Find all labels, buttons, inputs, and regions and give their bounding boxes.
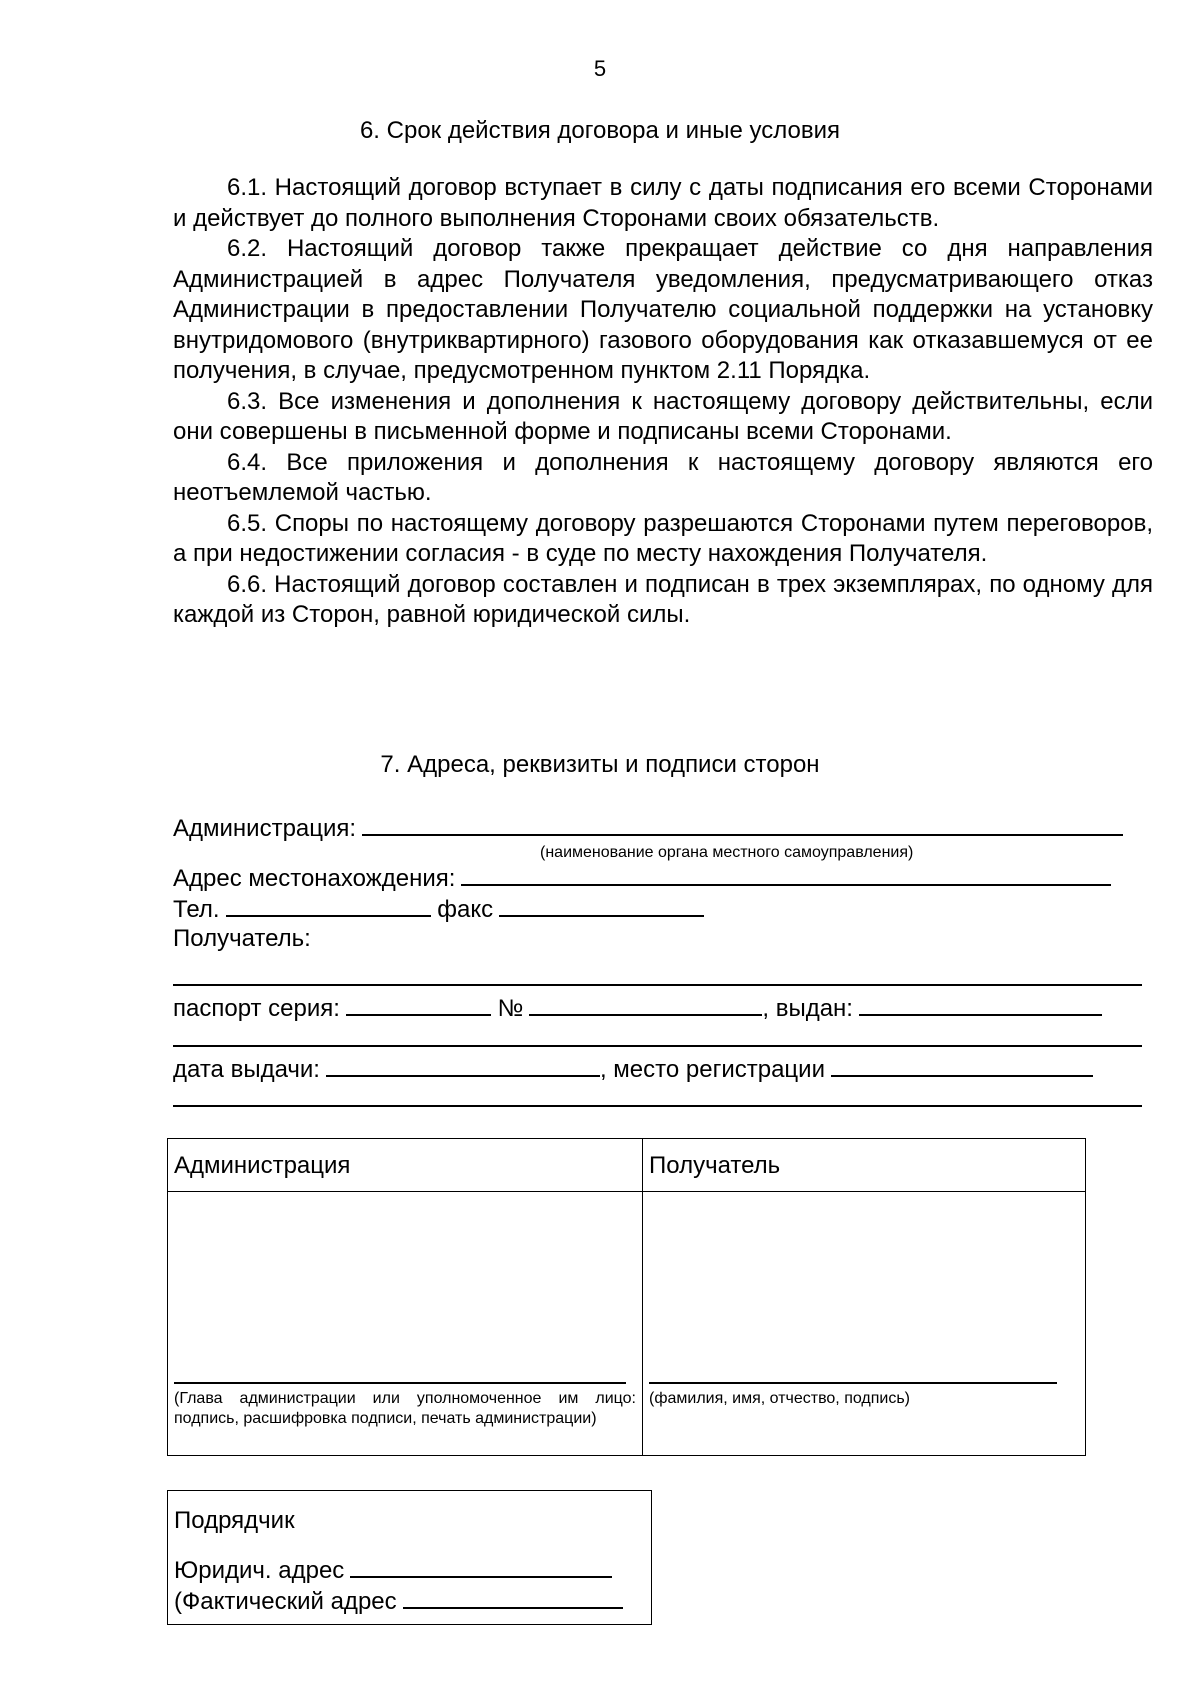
administration-field[interactable] — [362, 812, 1123, 836]
administration-signature-note: (Глава администрации или уполномоченное им лицо: подпись, расшифровка подписи, печать администрации) — [174, 1390, 636, 1427]
address-field[interactable] — [461, 862, 1111, 886]
registration-field[interactable] — [831, 1053, 1093, 1077]
passport-number-field[interactable] — [529, 992, 762, 1016]
contractor-title: Подрядчик — [174, 1507, 295, 1534]
administration-signature-field[interactable] — [174, 1382, 626, 1384]
section-6-body — [173, 173, 1153, 631]
recipient-name-field[interactable] — [173, 984, 1142, 986]
registration-continuation-field[interactable] — [173, 1105, 1142, 1107]
passport-row — [173, 992, 1102, 1024]
clause-6-6: 6.6. Настоящий договор составлен и подписан в трех экземплярах, по одному для каждой из Сторон, равной юридической силы. — [173, 570, 1153, 628]
fax-label: факс — [437, 896, 494, 923]
clause-6-4: 6.4. Все приложения и дополнения к настоящему договору являются его неотъемлемой частью. — [173, 448, 1153, 506]
administration-hint: (наименование органа местного самоуправления) — [540, 844, 914, 861]
recipient-label: Получатель: — [173, 925, 311, 952]
phone-fax-row — [173, 893, 704, 925]
passport-series-label: паспорт серия: — [173, 995, 340, 1022]
fax-field[interactable] — [499, 893, 704, 917]
issued-by-label: , выдан: — [762, 995, 853, 1022]
table-column-divider — [642, 1139, 643, 1455]
section-7-heading: 7. Адреса, реквизиты и подписи сторон — [380, 751, 820, 778]
address-label: Адрес местонахождения: — [173, 865, 456, 892]
administration-row — [173, 812, 1123, 844]
issue-date-label: дата выдачи: — [173, 1056, 320, 1083]
passport-series-field[interactable] — [346, 992, 491, 1016]
contractor-box — [167, 1490, 652, 1625]
issued-by-field[interactable] — [859, 992, 1102, 1016]
page-number: 5 — [593, 56, 607, 81]
actual-address-label: (Фактический адрес — [174, 1588, 397, 1615]
legal-address-label: Юридич. адрес — [174, 1557, 345, 1584]
section-6-heading: 6. Срок действия договора и иные условия — [359, 117, 841, 144]
clause-6-5: 6.5. Споры по настоящему договору разрешаются Сторонами путем переговоров, а при недостижении согласия - в суде по месту нахождения Получателя. — [173, 509, 1153, 567]
recipient-signature-field[interactable] — [649, 1382, 1057, 1384]
passport-number-label: № — [497, 995, 524, 1022]
issue-date-row — [173, 1053, 1093, 1085]
phone-field[interactable] — [226, 893, 431, 917]
actual-address-row — [174, 1585, 623, 1617]
clause-6-3: 6.3. Все изменения и дополнения к настоящему договору действительны, если они совершены в письменной форме и подписаны всеми Сторонами. — [173, 387, 1153, 445]
issued-by-continuation-field[interactable] — [173, 1045, 1142, 1047]
administration-label: Администрация: — [173, 815, 357, 842]
clause-6-2: 6.2. Настоящий договор также прекращает действие со дня направления Администрацией в адрес Получателя уведомления, предусматривающего отказ Администрации в предоставлении Получателю социальной поддержки на установку внутридомового (внутриквартирного) газового оборудования как отказавшемуся от ее получения, в случае, предусмотренном пунктом 2.11 Порядка. — [173, 235, 1153, 384]
clause-6-1: 6.1. Настоящий договор вступает в силу с даты подписания его всеми Сторонами и действует до полного выполнения Сторонами своих обязательств. — [173, 174, 1153, 232]
recipient-column-header: Получатель — [649, 1152, 781, 1179]
recipient-signature-note: (фамилия, имя, отчество, подпись) — [649, 1390, 911, 1407]
administration-column-header: Администрация — [174, 1152, 351, 1179]
phone-label: Тел. — [173, 896, 220, 923]
actual-address-field[interactable] — [403, 1585, 623, 1609]
table-header-divider — [168, 1191, 1085, 1192]
issue-date-field[interactable] — [326, 1053, 600, 1077]
signature-table — [167, 1138, 1086, 1456]
registration-label: , место регистрации — [599, 1056, 825, 1083]
address-row — [173, 862, 1111, 894]
legal-address-field[interactable] — [350, 1554, 612, 1578]
legal-address-row — [174, 1554, 612, 1586]
